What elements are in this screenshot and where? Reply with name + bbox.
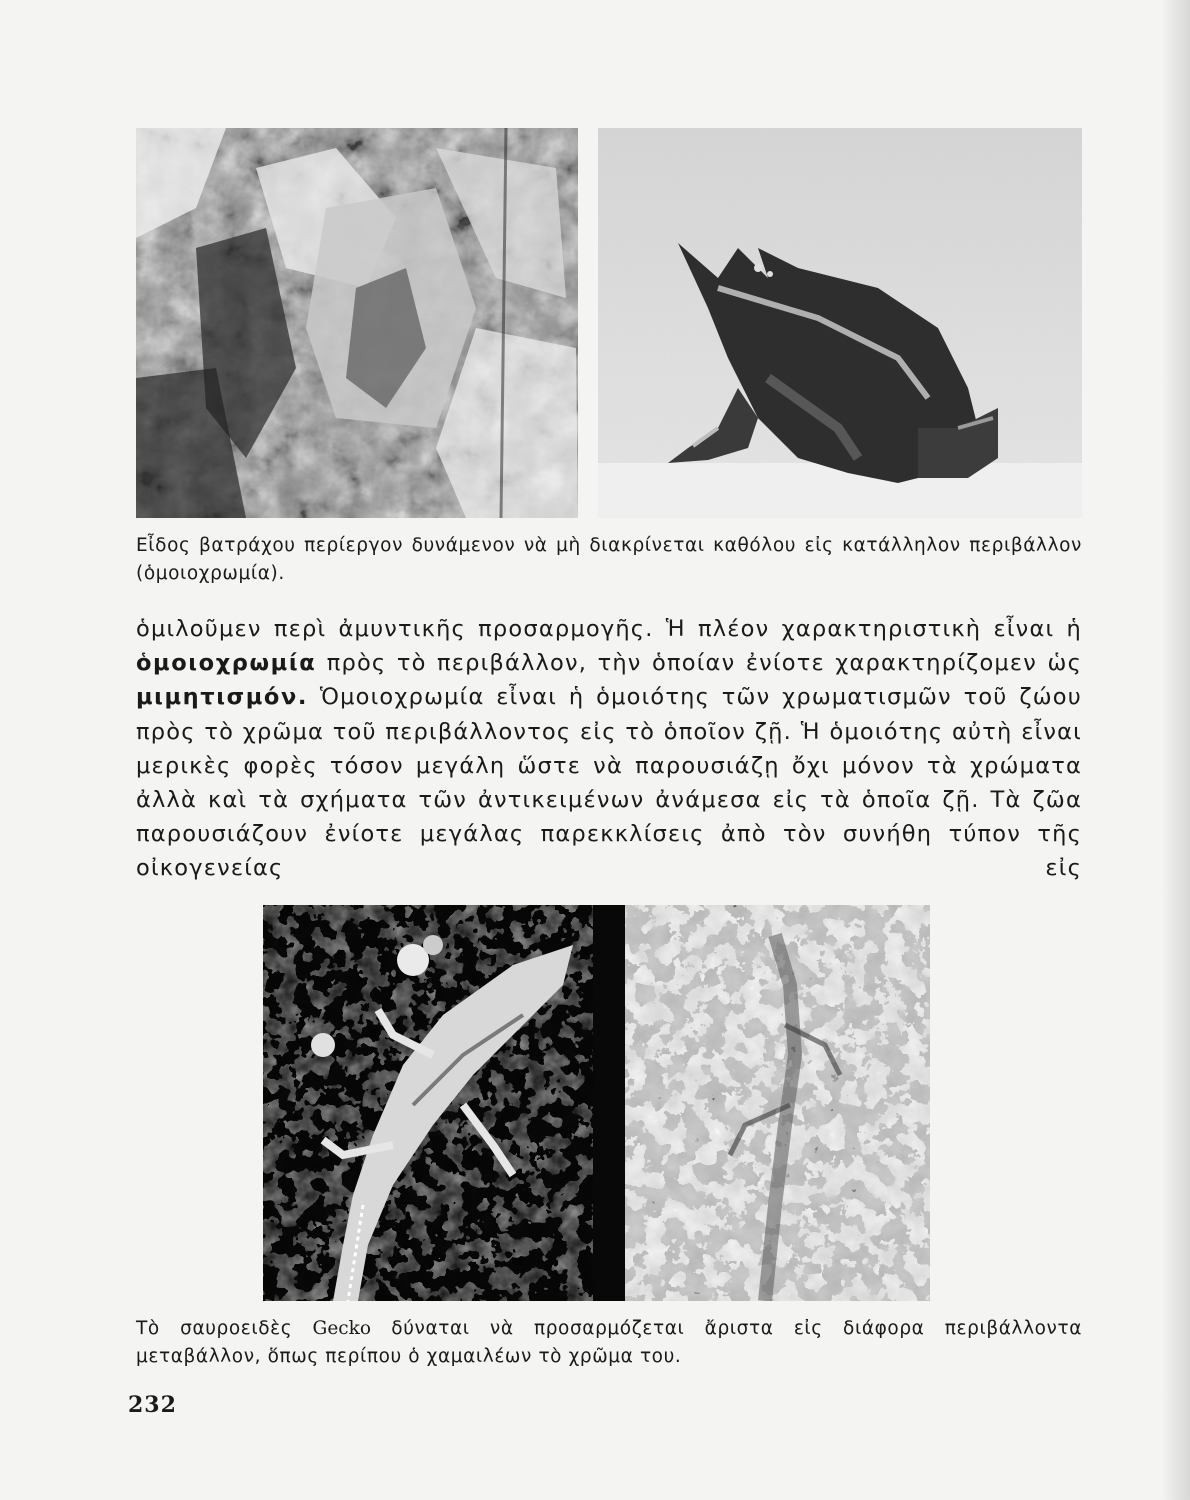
- gecko-on-bark-photo: [625, 905, 930, 1301]
- gecko-on-leaves-photo: [263, 905, 593, 1301]
- body-text-segment: Ὁμοιοχρωμία εἶναι ἡ ὁμοιότης τῶν χρωματισμῶν τοῦ ζώου πρὸς τὸ χρῶμα τοῦ περιβάλλοντος εἰς τὸ ὁποῖον ζῇ. Ἡ ὁμοιότης αὐτὴ εἶναι μερικὲς φορὲς τόσον μεγάλη ὥστε νὰ παρουσιάζῃ ὄχι μόνον τὰ χρώματα ἀλλὰ καὶ τὰ σχήματα τῶν ἀντικειμένων ἀνάμεσα εἰς τὰ ὁποῖα ζῇ. Τὰ ζῶα παρουσιάζουν ἐνίοτε μεγάλας παρεκκλίσεις ἀπὸ τὸν συνήθη τύπον τῆς οἰκογενείας εἰς: [136, 684, 1082, 882]
- horned-frog-photo: [598, 128, 1082, 518]
- caption-text-segment: δύναται νὰ προσαρμόζεται ἄριστα εἰς διάφορα περιβάλλοντα μεταβάλλον, ὅπως περίπου ὁ χαμαιλέων τὸ χρῶμα του.: [136, 1318, 1082, 1367]
- image-divider: [593, 905, 625, 1301]
- body-text-segment: πρὸς τὸ περιβάλλον, τὴν ὁποίαν ἐνίοτε χαρακτηρίζομεν ὡς: [316, 650, 1082, 677]
- body-text-segment: ὁμιλοῦμεν περὶ ἀμυντικῆς προσαρμογῆς. Ἡ πλέον χαρακτηριστικὴ εἶναι ἡ: [136, 616, 1082, 642]
- frog-among-leaves-photo: [136, 128, 578, 518]
- top-figure-caption: Εἶδος βατράχου περίεργον δυνάμενον νὰ μὴ διακρίνεται καθόλου εἰς κατάλληλον περιβάλλον (ὁμοιοχρωμία).: [136, 535, 1082, 584]
- page-edge: [1162, 0, 1190, 1500]
- page-number: 232: [128, 1392, 177, 1418]
- caption-text-segment: Τὸ σαυροειδὲς: [136, 1318, 313, 1339]
- bottom-figure-caption: [136, 1315, 1082, 1371]
- emphasized-term-mimicry: μιμητισμόν.: [136, 684, 309, 711]
- body-paragraph: [136, 612, 1082, 886]
- caption-latin-name: Gecko: [312, 1318, 371, 1339]
- emphasized-term-homochromy: ὁμοιοχρωμία: [136, 650, 317, 677]
